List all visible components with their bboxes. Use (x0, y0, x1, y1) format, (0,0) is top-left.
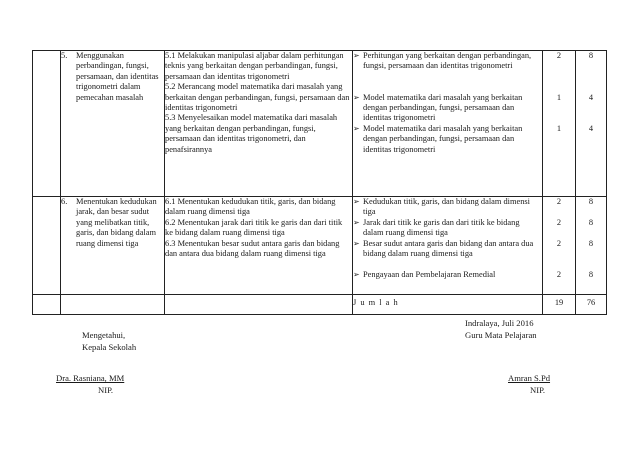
count-value: 8 (588, 197, 594, 206)
count-value: 2 (556, 197, 562, 206)
count-value: 4 (588, 123, 594, 133)
count-value: 2 (556, 238, 562, 248)
arrow-bullet-icon: ➢ (353, 51, 360, 60)
count-value: 8 (588, 269, 594, 279)
count-value: 2 (556, 217, 562, 227)
count-value: 8 (588, 51, 594, 60)
material-item: Model matematika dari masalah yang berkaitan dengan perbandingan, fungsi, persamaan dan identitas trigonometri (363, 123, 523, 154)
material-cell (353, 197, 543, 295)
place-date: Indralaya, Juli 2016 (465, 318, 534, 328)
teacher-nip: NIP. (530, 385, 546, 395)
teacher-name: Amran S.Pd (508, 373, 551, 383)
empty-cell (61, 295, 165, 315)
count-value: 1 (556, 123, 562, 133)
teacher-title: Guru Mata Pelajaran (465, 330, 537, 340)
count-cell-a (543, 51, 576, 197)
arrow-bullet-icon: ➢ (353, 92, 360, 102)
count-cell-b (576, 197, 607, 295)
principal-title: Kepala Sekolah (82, 342, 137, 352)
arrow-bullet-icon: ➢ (353, 197, 360, 206)
competency-number: 6. (61, 197, 68, 206)
material-item: Besar sudut antara garis dan bidang dan antara dua bidang dalam ruang dimensi tiga (363, 238, 534, 258)
count-value: 1 (556, 92, 562, 102)
competency-number: 5. (61, 51, 68, 60)
principal-name: Dra. Rasniana, MM (56, 373, 125, 383)
material-item: Pengayaan dan Pembelajaran Remedial (363, 269, 496, 279)
count-value: 8 (588, 217, 594, 227)
arrow-bullet-icon: ➢ (353, 123, 360, 133)
total-row (33, 295, 607, 315)
count-value: 2 (556, 269, 562, 279)
indicator-item: 6.2 Menentukan jarak dari titik ke garis dan dari titik ke bidang dalam ruang dimensi tiga (165, 217, 343, 238)
total-label: J u m l a h (353, 295, 543, 315)
material-item: Jarak dari titik ke garis dan dari titik ke bidang dalam ruang dimensi tiga (363, 217, 520, 238)
arrow-bullet-icon: ➢ (353, 269, 360, 279)
syllabus-table (32, 50, 607, 315)
total-value-b: 76 (576, 295, 607, 315)
empty-cell (33, 197, 61, 295)
count-cell-b (576, 51, 607, 197)
indicator-item: 5.3 Menyelesaikan model matematika dari masalah yang berkaitan dengan perbandingan, fungsi, persamaan dan identitas trigonometri, dan penafsirannya (165, 113, 338, 154)
total-value-a: 19 (543, 295, 576, 315)
count-value: 8 (588, 238, 594, 248)
competency-cell (61, 197, 165, 295)
count-value: 4 (588, 92, 594, 102)
arrow-bullet-icon: ➢ (353, 238, 360, 248)
indicator-item: 6.1 Menentukan kedudukan titik, garis, dan bidang dalam ruang dimensi tiga (165, 197, 336, 217)
competency-text: Menentukan kedudukan jarak, dan besar sudut yang melibatkan titik, garis, dan bidang dalam ruang dimensi tiga (76, 197, 157, 248)
competency-cell (61, 51, 165, 197)
indicator-cell (165, 51, 353, 197)
indicator-item: 6.3 Menentukan besar sudut antara garis dan bidang dan antara dua bidang dalam ruang dimensi tiga (165, 238, 340, 259)
indicator-cell (165, 197, 353, 295)
arrow-bullet-icon: ➢ (353, 217, 360, 227)
empty-cell (165, 295, 353, 315)
material-item: Perhitungan yang berkaitan dengan perbandingan, fungsi, persamaan dan identitas trigonometri (363, 51, 532, 71)
indicator-item: 5.2 Merancang model matematika dari masalah yang berkaitan dengan perbandingan, fungsi, persamaan dan identitas trigonometri (165, 82, 350, 113)
empty-cell (33, 295, 61, 315)
count-value: 2 (556, 51, 562, 60)
indicator-item: 5.1 Melakukan manipulasi aljabar dalam perhitungan teknis yang berkaitan dengan perbandingan, fungsi, persamaan dan identitas trigonometri (165, 51, 344, 81)
material-item: Model matematika dari masalah yang berkaitan dengan perbandingan, fungsi, persamaan dan identitas trigonometri (363, 92, 523, 123)
principal-nip: NIP. (98, 385, 114, 395)
acknowledgement-label: Mengetahui, (82, 330, 126, 340)
material-cell (353, 51, 543, 197)
table-row (33, 51, 607, 197)
empty-cell (33, 51, 61, 197)
table-row (33, 197, 607, 295)
competency-text: Menggunakan perbandingan, fungsi, persamaan, dan identitas trigonometri dalam pemecahan masalah (76, 51, 159, 102)
material-item: Kedudukan titik, garis, dan bidang dalam dimensi tiga (363, 197, 531, 217)
count-cell-a (543, 197, 576, 295)
